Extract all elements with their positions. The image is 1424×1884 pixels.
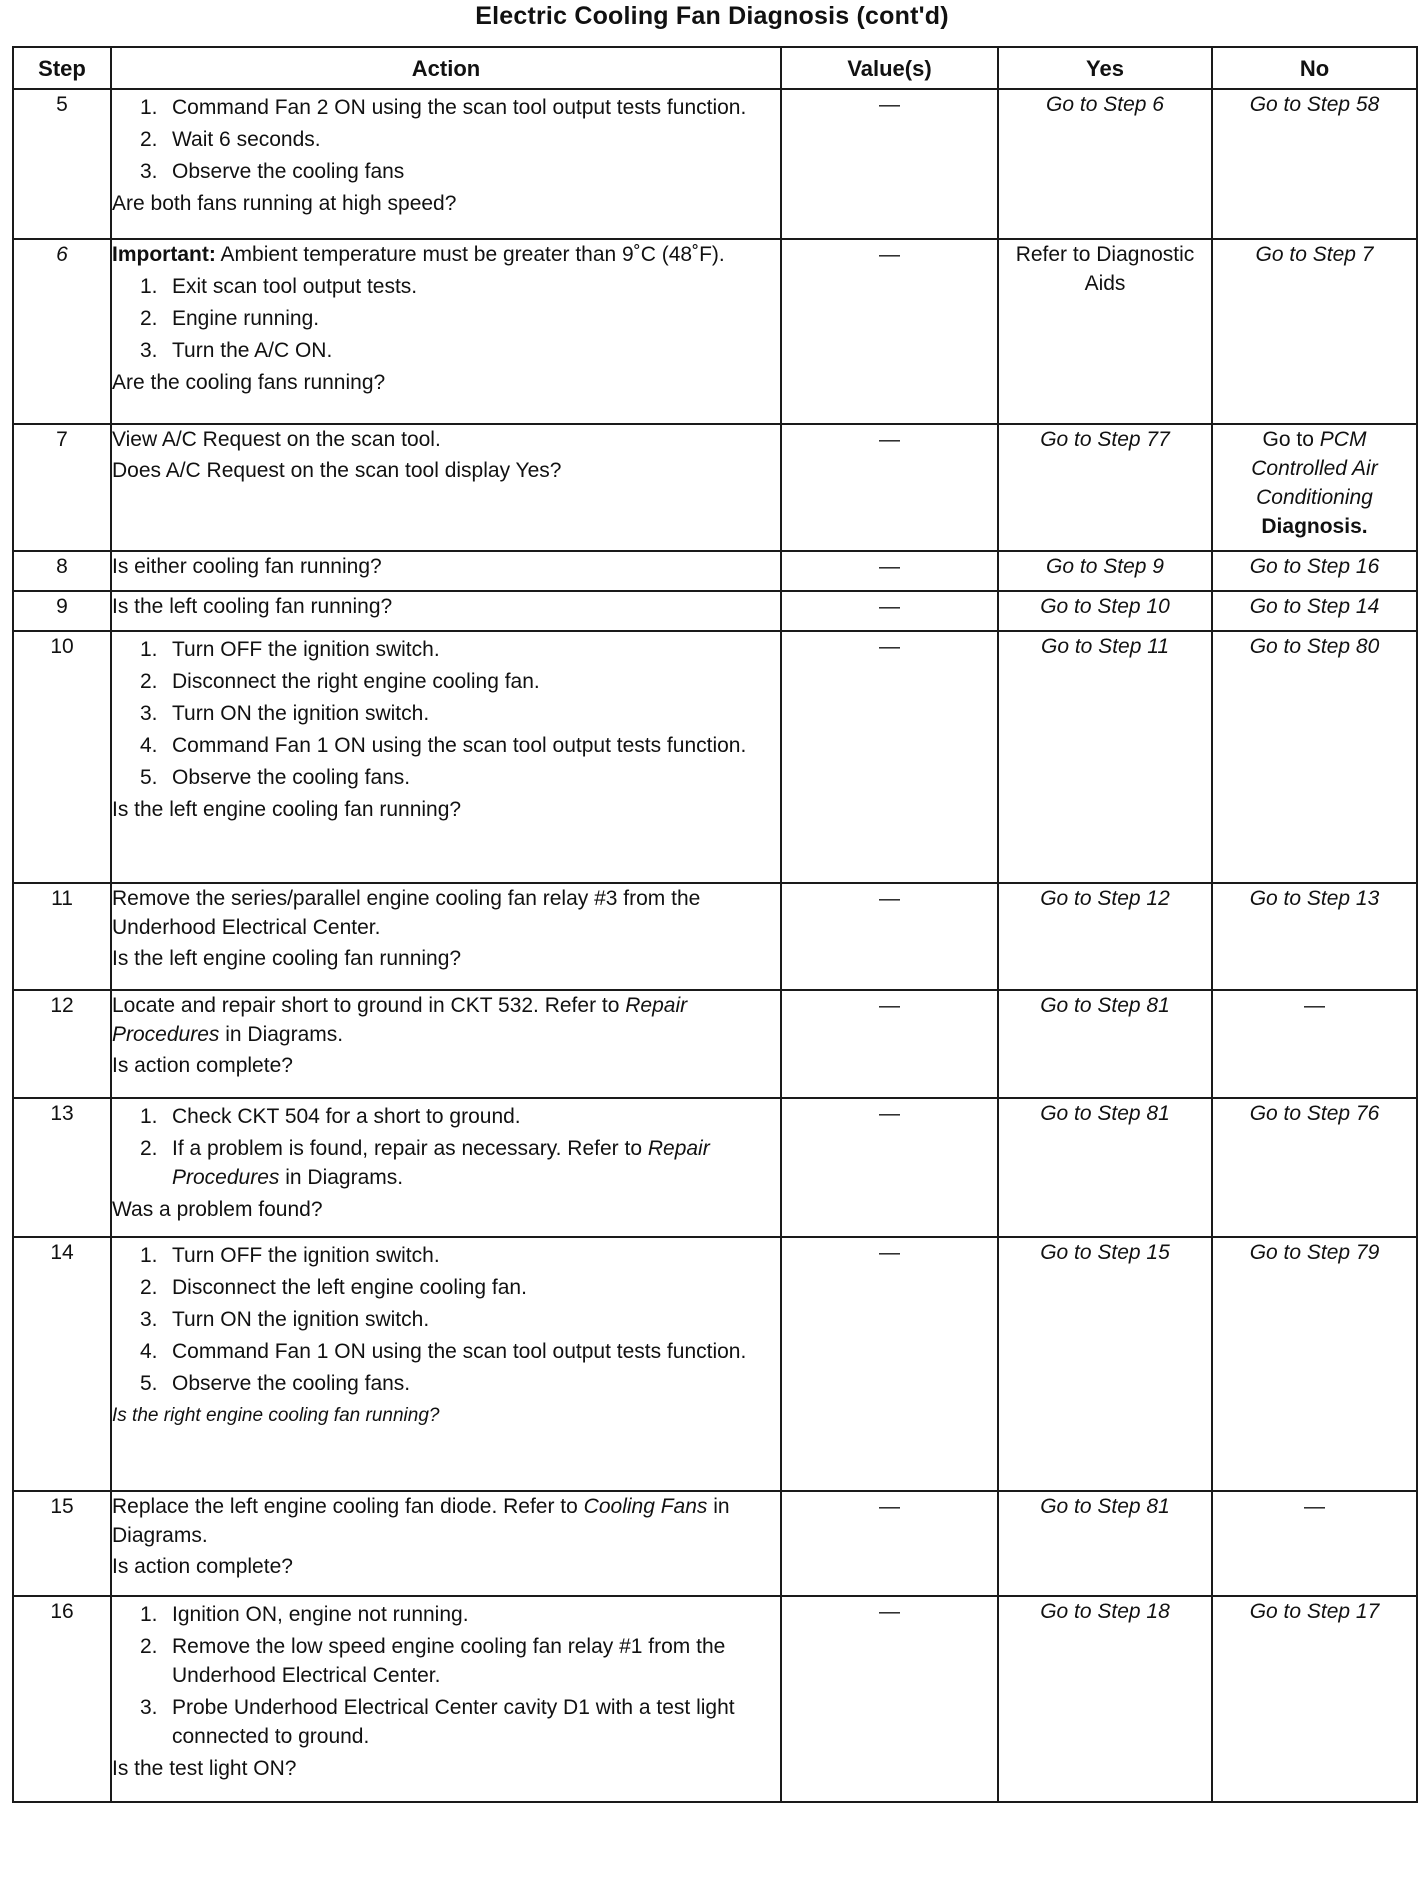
step-number: 10: [13, 631, 111, 883]
list-item: 3. Turn ON the ignition switch.: [140, 702, 430, 725]
list-item: 2. Engine running.: [140, 307, 320, 330]
step-number: 5: [13, 89, 111, 239]
yes-cell: Go to Step 12: [998, 883, 1212, 990]
no-cell: Go to Step 79: [1212, 1237, 1417, 1491]
list-item: 4. Command Fan 1 ON using the scan tool output tests function.: [140, 1340, 747, 1363]
yes-cell: Go to Step 81: [998, 1098, 1212, 1237]
action-cell: [111, 551, 781, 591]
list-item: 1. Check CKT 504 for a short to ground.: [140, 1105, 521, 1128]
no-cell: Go to Step 14: [1212, 591, 1417, 631]
action-cell: [111, 1596, 781, 1802]
header-no: No: [1212, 47, 1417, 89]
table-row: [13, 883, 1417, 990]
value-cell: —: [781, 990, 998, 1098]
step-number: 6: [13, 239, 111, 424]
value-cell: —: [781, 239, 998, 424]
list-item: 3. Turn ON the ignition switch.: [140, 1308, 430, 1331]
list-item: 1. Turn OFF the ignition switch.: [140, 638, 440, 661]
value-cell: —: [781, 1237, 998, 1491]
value-cell: —: [781, 883, 998, 990]
yes-cell: Go to Step 9: [998, 551, 1212, 591]
step-number: 14: [13, 1237, 111, 1491]
question: Is the left engine cooling fan running?: [112, 798, 462, 821]
list-item: 1. Exit scan tool output tests.: [140, 275, 418, 298]
question: Is the right engine cooling fan running?: [112, 1405, 440, 1426]
value-cell: —: [781, 1098, 998, 1237]
question: Are the cooling fans running?: [112, 371, 386, 394]
page-title: Electric Cooling Fan Diagnosis (cont'd): [475, 2, 949, 30]
header-action: Action: [111, 47, 781, 89]
value-cell: —: [781, 1491, 998, 1596]
step-number: 7: [13, 424, 111, 551]
list-item: 5. Observe the cooling fans.: [140, 766, 411, 789]
yes-cell: Go to Step 15: [998, 1237, 1212, 1491]
action-cell: [111, 1237, 781, 1491]
table-row: [13, 631, 1417, 883]
header-value: Value(s): [781, 47, 998, 89]
no-cell: Go to Step 58: [1212, 89, 1417, 239]
yes-cell: Go to Step 81: [998, 990, 1212, 1098]
value-cell: —: [781, 89, 998, 239]
list-item: 1. Ignition ON, engine not running.: [140, 1603, 469, 1626]
question: Is action complete?: [112, 1054, 293, 1077]
no-cell: Go to Step 80: [1212, 631, 1417, 883]
table-header-row: [13, 47, 1417, 89]
table-row: [13, 89, 1417, 239]
action-cell: View A/C Request on the scan tool. Does A/C Request on the scan tool display Yes?: [111, 424, 781, 551]
step-number: 11: [13, 883, 111, 990]
list-item: 2. If a problem is found, repair as necessary. Refer to Repair Procedures in Diagrams.: [140, 1137, 710, 1189]
action-cell: [111, 89, 781, 239]
list-item: 3. Turn the A/C ON.: [140, 339, 333, 362]
value-cell: —: [781, 631, 998, 883]
yes-cell: Go to Step 77: [998, 424, 1212, 551]
value-cell: —: [781, 591, 998, 631]
step-number: 16: [13, 1596, 111, 1802]
no-cell: Go to Step 7: [1212, 239, 1417, 424]
yes-cell: Go to Step 6: [998, 89, 1212, 239]
action-cell: Replace the left engine cooling fan diode. Refer to Cooling Fans in Diagrams. Is action complete?: [111, 1491, 781, 1596]
question: Are both fans running at high speed?: [112, 192, 457, 215]
list-item: 2. Remove the low speed engine cooling fan relay #1 from the Underhood Electrical Center.: [140, 1635, 726, 1687]
header-yes: Yes: [998, 47, 1212, 89]
value-cell: —: [781, 424, 998, 551]
table-row: [13, 990, 1417, 1098]
step-number: 15: [13, 1491, 111, 1596]
list-item: 2. Disconnect the right engine cooling fan.: [140, 670, 540, 693]
list-item: 3. Probe Underhood Electrical Center cavity D1 with a test light connected to ground.: [140, 1696, 735, 1748]
list-item: 2. Wait 6 seconds.: [140, 128, 321, 151]
table-row: [13, 591, 1417, 631]
question: Is the left engine cooling fan running?: [112, 947, 462, 970]
list-item: 3. Observe the cooling fans: [140, 160, 405, 183]
value-cell: —: [781, 551, 998, 591]
yes-cell: Go to Step 18: [998, 1596, 1212, 1802]
list-item: 5. Observe the cooling fans.: [140, 1372, 411, 1395]
action-cell: [111, 1098, 781, 1237]
question: Is action complete?: [112, 1555, 293, 1578]
value-cell: —: [781, 1596, 998, 1802]
yes-cell: Go to Step 10: [998, 591, 1212, 631]
action-cell: [111, 239, 781, 424]
no-cell: Go to PCM Controlled Air Conditioning Diagnosis.: [1212, 424, 1417, 551]
yes-cell: Go to Step 11: [998, 631, 1212, 883]
question: Does A/C Request on the scan tool display Yes?: [112, 459, 562, 482]
question: Was a problem found?: [112, 1198, 323, 1221]
yes-cell: Go to Step 81: [998, 1491, 1212, 1596]
table-row: [13, 424, 1417, 551]
table-row: [13, 1491, 1417, 1596]
diagnosis-table: [12, 46, 1418, 1803]
question: Is the test light ON?: [112, 1757, 297, 1780]
no-cell: Go to Step 76: [1212, 1098, 1417, 1237]
step-number: 13: [13, 1098, 111, 1237]
table-row: [13, 1237, 1417, 1491]
important-note: Important: Ambient temperature must be greater than 9˚C (48˚F).: [112, 243, 725, 266]
action-cell: Remove the series/parallel engine cooling fan relay #3 from the Underhood Electrical Center. Is the left engine cooling fan running?: [111, 883, 781, 990]
no-cell: —: [1212, 990, 1417, 1098]
table-row: [13, 239, 1417, 424]
list-item: 1. Turn OFF the ignition switch.: [140, 1244, 440, 1267]
no-cell: Go to Step 13: [1212, 883, 1417, 990]
step-number: 8: [13, 551, 111, 591]
yes-cell: Refer to Diagnostic Aids: [998, 239, 1212, 424]
no-cell: Go to Step 17: [1212, 1596, 1417, 1802]
action-cell: [111, 631, 781, 883]
step-number: 9: [13, 591, 111, 631]
list-item: 1. Command Fan 2 ON using the scan tool output tests function.: [140, 96, 747, 119]
table-row: [13, 1098, 1417, 1237]
list-item: 4. Command Fan 1 ON using the scan tool output tests function.: [140, 734, 747, 757]
question: Is either cooling fan running?: [112, 555, 382, 578]
no-cell: Go to Step 16: [1212, 551, 1417, 591]
no-cell: —: [1212, 1491, 1417, 1596]
header-step: Step: [13, 47, 111, 89]
action-cell: Locate and repair short to ground in CKT 532. Refer to Repair Procedures in Diagrams. Is action complete?: [111, 990, 781, 1098]
step-number: 12: [13, 990, 111, 1098]
table-row: [13, 1596, 1417, 1802]
action-cell: [111, 591, 781, 631]
list-item: 2. Disconnect the left engine cooling fan.: [140, 1276, 527, 1299]
table-row: [13, 551, 1417, 591]
question: Is the left cooling fan running?: [112, 595, 393, 618]
